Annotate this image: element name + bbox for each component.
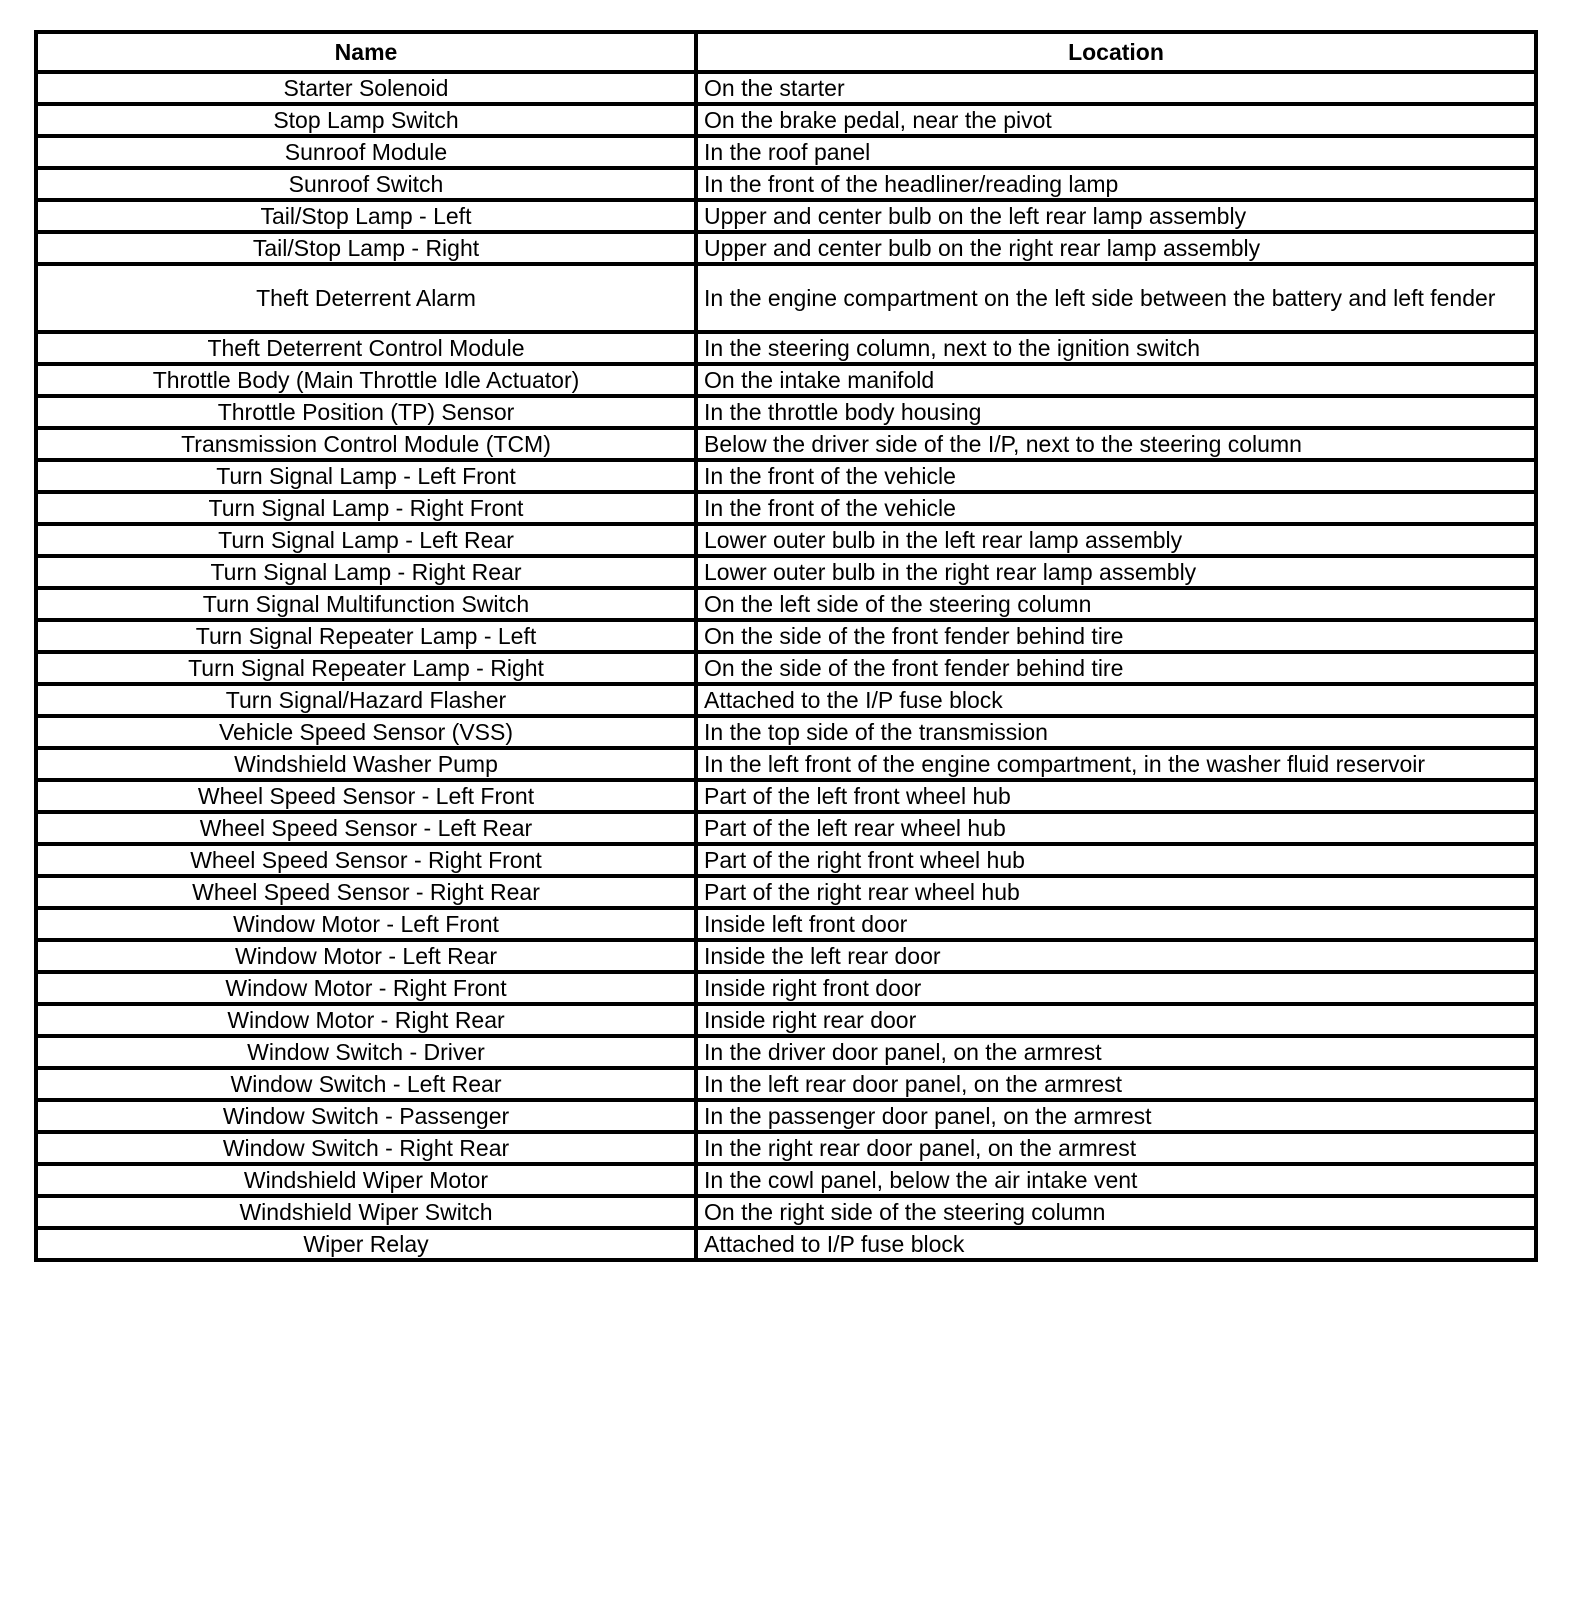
component-name-cell: Throttle Body (Main Throttle Idle Actuator) (36, 364, 696, 396)
component-location-cell: On the side of the front fender behind tire (696, 652, 1536, 684)
component-name-cell: Windshield Wiper Motor (36, 1164, 696, 1196)
component-name-cell: Window Motor - Left Rear (36, 940, 696, 972)
component-location-cell: In the cowl panel, below the air intake vent (696, 1164, 1536, 1196)
component-name-cell: Tail/Stop Lamp - Right (36, 232, 696, 264)
component-location-cell: On the right side of the steering column (696, 1196, 1536, 1228)
table-row (36, 1068, 1536, 1100)
component-location-cell: Lower outer bulb in the left rear lamp assembly (696, 524, 1536, 556)
table-row (36, 1100, 1536, 1132)
component-location-cell: Attached to the I/P fuse block (696, 684, 1536, 716)
component-location-cell: Upper and center bulb on the right rear lamp assembly (696, 232, 1536, 264)
table-row (36, 396, 1536, 428)
table-row (36, 876, 1536, 908)
table-row (36, 844, 1536, 876)
table-row (36, 1196, 1536, 1228)
table-row (36, 524, 1536, 556)
table-row (36, 908, 1536, 940)
component-name-cell: Turn Signal Repeater Lamp - Left (36, 620, 696, 652)
component-name-cell: Wheel Speed Sensor - Right Rear (36, 876, 696, 908)
component-location-cell: On the brake pedal, near the pivot (696, 104, 1536, 136)
component-location-cell: Part of the right front wheel hub (696, 844, 1536, 876)
table-row (36, 556, 1536, 588)
component-location-cell: Inside left front door (696, 908, 1536, 940)
component-name-cell: Turn Signal Multifunction Switch (36, 588, 696, 620)
column-header-location: Location (696, 32, 1536, 72)
component-location-cell: Attached to I/P fuse block (696, 1228, 1536, 1260)
table-row (36, 364, 1536, 396)
component-location-cell: In the roof panel (696, 136, 1536, 168)
component-name-cell: Wheel Speed Sensor - Right Front (36, 844, 696, 876)
component-location-table (34, 30, 1538, 1262)
component-name-cell: Window Motor - Right Rear (36, 1004, 696, 1036)
component-name-cell: Windshield Washer Pump (36, 748, 696, 780)
component-name-cell: Window Motor - Right Front (36, 972, 696, 1004)
table-row (36, 620, 1536, 652)
component-location-cell: Below the driver side of the I/P, next to the steering column (696, 428, 1536, 460)
table-row (36, 332, 1536, 364)
component-name-cell: Window Switch - Right Rear (36, 1132, 696, 1164)
component-name-cell: Wheel Speed Sensor - Left Front (36, 780, 696, 812)
component-name-cell: Turn Signal Lamp - Left Rear (36, 524, 696, 556)
component-name-cell: Transmission Control Module (TCM) (36, 428, 696, 460)
table-row (36, 492, 1536, 524)
component-name-cell: Tail/Stop Lamp - Left (36, 200, 696, 232)
component-name-cell: Turn Signal Lamp - Left Front (36, 460, 696, 492)
component-name-cell: Throttle Position (TP) Sensor (36, 396, 696, 428)
table-header (36, 32, 1536, 72)
table-row (36, 1228, 1536, 1260)
component-name-cell: Starter Solenoid (36, 72, 696, 104)
component-location-cell: Part of the left front wheel hub (696, 780, 1536, 812)
component-location-cell: In the engine compartment on the left side between the battery and left fender (696, 264, 1536, 332)
component-location-cell: On the left side of the steering column (696, 588, 1536, 620)
table-row (36, 716, 1536, 748)
component-location-cell: On the side of the front fender behind tire (696, 620, 1536, 652)
table-row (36, 460, 1536, 492)
table-body (36, 72, 1536, 1260)
header-row (36, 32, 1536, 72)
table-row (36, 588, 1536, 620)
component-name-cell: Window Switch - Passenger (36, 1100, 696, 1132)
component-location-cell: In the left rear door panel, on the armrest (696, 1068, 1536, 1100)
table-row (36, 1036, 1536, 1068)
table-row (36, 136, 1536, 168)
component-location-cell: In the front of the headliner/reading lamp (696, 168, 1536, 200)
table-row (36, 940, 1536, 972)
component-location-cell: In the front of the vehicle (696, 460, 1536, 492)
component-location-cell: In the throttle body housing (696, 396, 1536, 428)
table-row (36, 780, 1536, 812)
table-row (36, 264, 1536, 332)
component-name-cell: Window Switch - Driver (36, 1036, 696, 1068)
component-name-cell: Stop Lamp Switch (36, 104, 696, 136)
table-row (36, 104, 1536, 136)
component-location-cell: On the starter (696, 72, 1536, 104)
component-location-cell: Lower outer bulb in the right rear lamp assembly (696, 556, 1536, 588)
table-row (36, 1164, 1536, 1196)
component-name-cell: Wiper Relay (36, 1228, 696, 1260)
component-location-cell: Part of the left rear wheel hub (696, 812, 1536, 844)
table-row (36, 652, 1536, 684)
component-location-cell: In the left front of the engine compartment, in the washer fluid reservoir (696, 748, 1536, 780)
column-header-name: Name (36, 32, 696, 72)
component-location-cell: Inside right rear door (696, 1004, 1536, 1036)
component-name-cell: Windshield Wiper Switch (36, 1196, 696, 1228)
component-location-cell: In the steering column, next to the ignition switch (696, 332, 1536, 364)
component-name-cell: Turn Signal Repeater Lamp - Right (36, 652, 696, 684)
table-row (36, 72, 1536, 104)
table-row (36, 428, 1536, 460)
component-name-cell: Window Switch - Left Rear (36, 1068, 696, 1100)
component-location-cell: Inside right front door (696, 972, 1536, 1004)
component-location-cell: In the passenger door panel, on the armrest (696, 1100, 1536, 1132)
table-row (36, 200, 1536, 232)
component-name-cell: Vehicle Speed Sensor (VSS) (36, 716, 696, 748)
component-location-cell: In the right rear door panel, on the armrest (696, 1132, 1536, 1164)
component-location-cell: Inside the left rear door (696, 940, 1536, 972)
table-row (36, 812, 1536, 844)
component-location-cell: Upper and center bulb on the left rear lamp assembly (696, 200, 1536, 232)
component-location-cell: In the front of the vehicle (696, 492, 1536, 524)
table-row (36, 1132, 1536, 1164)
component-location-cell: In the driver door panel, on the armrest (696, 1036, 1536, 1068)
component-location-cell: Part of the right rear wheel hub (696, 876, 1536, 908)
component-location-cell: On the intake manifold (696, 364, 1536, 396)
component-name-cell: Turn Signal/Hazard Flasher (36, 684, 696, 716)
table-row (36, 1004, 1536, 1036)
component-name-cell: Turn Signal Lamp - Right Rear (36, 556, 696, 588)
table-row (36, 168, 1536, 200)
component-name-cell: Sunroof Module (36, 136, 696, 168)
component-name-cell: Turn Signal Lamp - Right Front (36, 492, 696, 524)
component-name-cell: Sunroof Switch (36, 168, 696, 200)
component-name-cell: Theft Deterrent Control Module (36, 332, 696, 364)
table-row (36, 972, 1536, 1004)
component-name-cell: Wheel Speed Sensor - Left Rear (36, 812, 696, 844)
table-row (36, 748, 1536, 780)
component-name-cell: Theft Deterrent Alarm (36, 264, 696, 332)
table-row (36, 232, 1536, 264)
table-row (36, 684, 1536, 716)
component-location-cell: In the top side of the transmission (696, 716, 1536, 748)
component-name-cell: Window Motor - Left Front (36, 908, 696, 940)
